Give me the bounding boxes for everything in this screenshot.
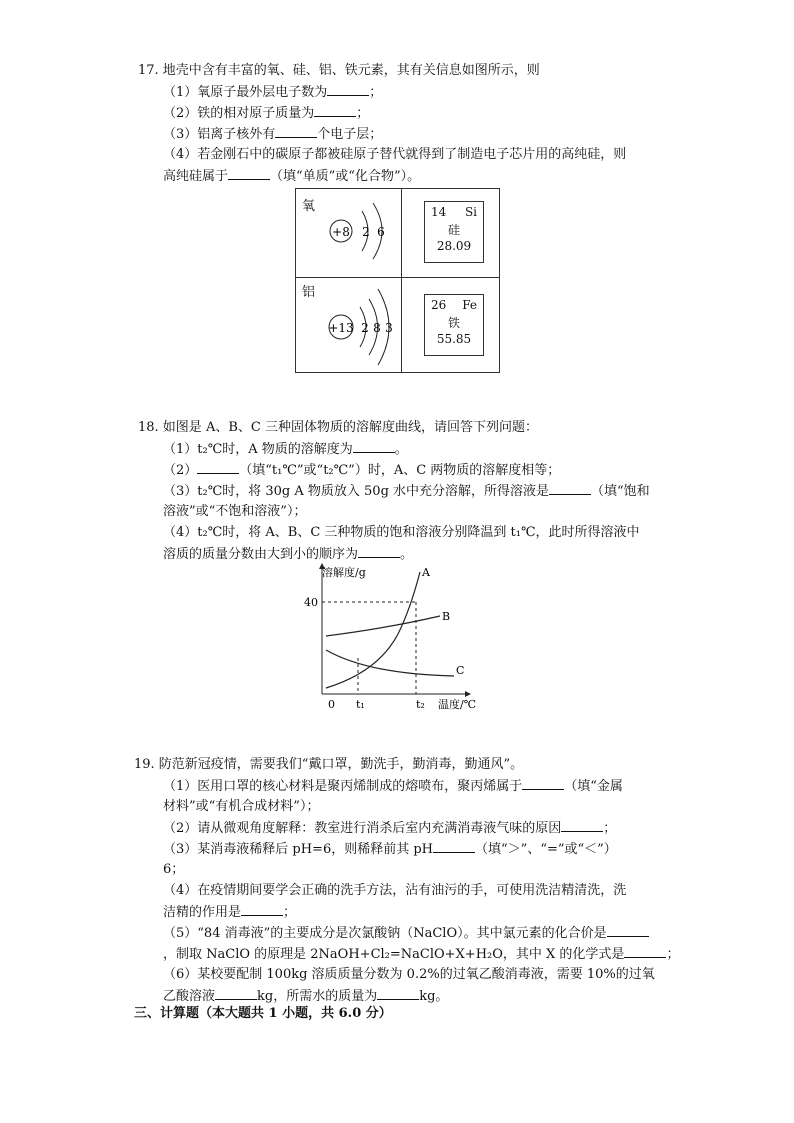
series-label-B: B [442,610,451,623]
atom-structure-diagrams [296,189,400,372]
q19-part2: （2）请从微观角度解释：教室进行消杀后室内充满消毒液气味的原因 ； [163,821,617,836]
q18-part4b: 溶质的质量分数由大到小的顺序为 。 [163,547,414,562]
q18-part3b: 溶液”或“不饱和溶液”）； [163,504,307,519]
answer-blank[interactable] [358,545,400,558]
q18-part2: （2） （填“t₁℃”或“t₂℃”）时，A、C 两物质的溶解度相等； [163,463,561,478]
q17-part4a: （4）若金刚石中的碳原子都被硅原子替代就得到了制造电子芯片用的高纯硅，则 [163,147,627,162]
curve-A [326,572,420,688]
q19-part3b: 6； [163,862,185,877]
y-tick-40: 40 [304,596,318,609]
q19-part4b: 洁精的作用是 ； [163,905,297,920]
q19-part5b: ，制取 NaClO 的原理是 2NaOH+Cl₂=NaClO+X+H₂O，其中 X 的化学式是 ； [163,947,680,962]
answer-blank[interactable] [228,167,270,180]
answer-blank[interactable] [327,83,369,96]
q19-part5a: （5）“84 消毒液”的主要成分是次氯酸钠（NaClO）。其中氯元素的化合价是 [163,924,649,943]
q18-part1: （1）t₂℃时，A 物质的溶解度为 。 [163,442,408,457]
answer-blank[interactable] [241,903,283,916]
q19-part3a: （3）某消毒液稀释后 pH=6，则稀释前其 pH （填“＞”、“=”或“＜”） [163,842,617,857]
iron-element-card [424,294,484,356]
answer-blank[interactable] [433,840,475,853]
answer-blank[interactable] [197,461,239,474]
y-axis-label: 溶解度/g [322,566,366,579]
iron-mass: 55.85 [436,332,472,346]
q17-stem: 17. 地壳中含有丰富的氧、硅、铝、铁元素，其有关信息如图所示，则 [138,63,540,78]
answer-blank[interactable] [624,945,666,958]
x-axis-label: 温度/℃ [438,698,477,711]
answer-blank[interactable] [353,440,395,453]
q17-part1: （1）氧原子最外层电子数为 ； [163,85,383,100]
q17-part4b: 高纯硅属于 （填“单质”或“化合物”）。 [163,169,421,184]
answer-blank[interactable] [215,987,257,1000]
element-info-figure [295,188,500,373]
section-3-title: 三、计算题（本大题共 1 小题，共 6.0 分） [134,1006,392,1021]
q18-part3a: （3）t₂℃时，将 30g A 物质放入 50g 水中充分溶解，所得溶液是 （填“饱和 [163,484,650,499]
aluminum-shell-3: 3 [385,321,393,335]
q19-part4a: （4）在疫情期间要学会正确的洗手方法，沾有油污的手，可使用洗洁精清洗，洗 [163,883,627,898]
silicon-symbol: Si [464,205,477,219]
oxygen-label: 氧 [302,199,316,214]
answer-blank[interactable] [275,125,317,138]
x-tick-t1: t₁ [356,698,365,711]
answer-blank[interactable] [522,777,564,790]
answer-blank[interactable] [561,819,603,832]
silicon-name: 硅 [447,223,460,237]
curve-B [326,616,440,636]
q19-part1b: 材料”或“有机合成材料”）； [163,799,320,814]
q19-part1a: （1）医用口罩的核心材料是聚丙烯制成的熔喷布，聚丙烯属于 （填“金属 [163,779,623,794]
oxygen-shell-1: 2 [362,225,370,239]
x-tick-t2: t₂ [416,698,425,711]
iron-symbol: Fe [462,298,477,312]
oxygen-shell-2: 6 [377,225,385,239]
answer-blank[interactable] [607,924,649,937]
iron-name: 铁 [447,316,460,330]
q17-part2: （2）铁的相对原子质量为 ； [163,106,370,121]
silicon-mass: 28.09 [436,239,472,253]
q18-part4a: （4）t₂℃时，将 A、B、C 三种物质的饱和溶液分别降温到 t₁℃，此时所得溶液中 [163,525,640,540]
q18-stem: 18. 如图是 A、B、C 三种固体物质的溶解度曲线，请回答下列问题： [138,420,538,435]
q19-stem: 19. 防范新冠疫情，需要我们“戴口罩，勤洗手，勤消毒，勤通风”。 [134,757,524,772]
iron-number: 26 [431,298,447,312]
curve-C [326,650,454,676]
silicon-number: 14 [431,205,447,219]
silicon-element-card [424,201,484,263]
aluminum-nucleus-charge: +13 [328,321,354,335]
solubility-curve-chart [298,562,488,712]
answer-blank[interactable] [549,482,591,495]
aluminum-shell-1: 2 [361,321,369,335]
q19-part6b: 乙酸溶液 kg，所需水的质量为 kg。 [163,989,449,1004]
q19-part6a: （6）某校要配制 100kg 溶质质量分数为 0.2%的过氧乙酸消毒液，需要 10%的过氧 [163,967,655,982]
aluminum-shell-2: 8 [373,321,381,335]
oxygen-nucleus-charge: +8 [332,225,350,239]
answer-blank[interactable] [314,104,356,117]
series-label-C: C [456,664,465,677]
aluminum-label: 铝 [302,285,316,300]
origin-label: 0 [328,698,335,711]
q17-part3: （3）铝离子核外有 个电子层； [163,127,383,142]
series-label-A: A [422,566,430,579]
answer-blank[interactable] [377,987,419,1000]
